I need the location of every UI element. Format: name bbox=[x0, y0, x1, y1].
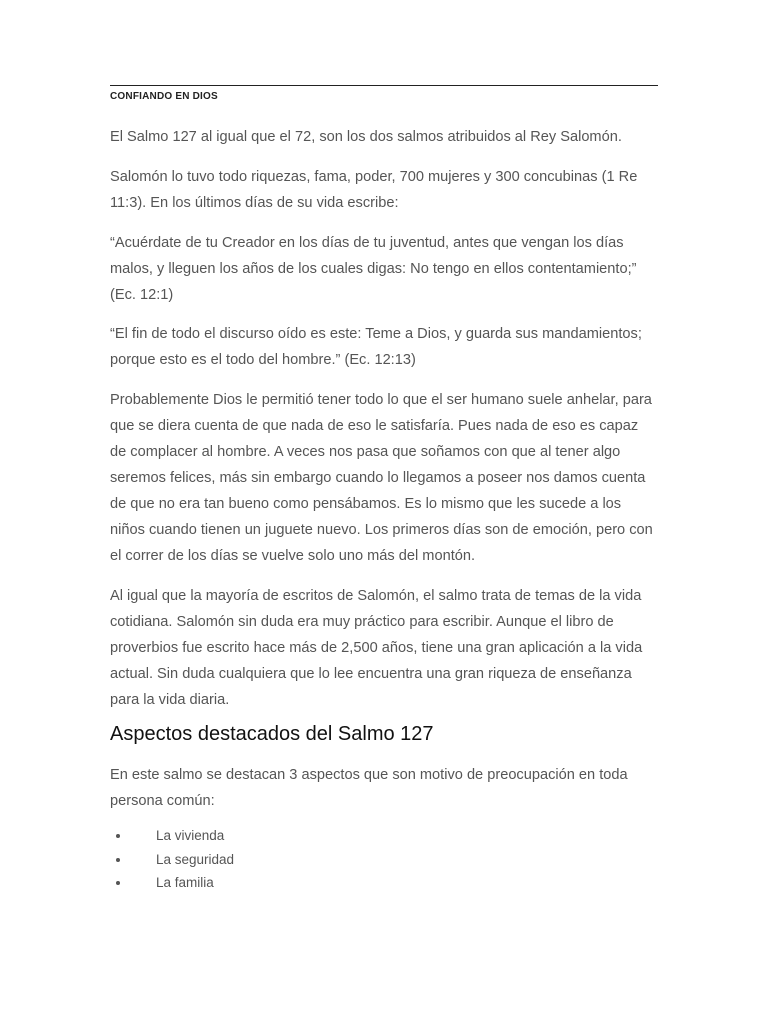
document-page bbox=[110, 85, 658, 895]
section-label: CONFIANDO EN DIOS bbox=[110, 91, 218, 102]
quote-ecclesiastes-12-13: “El fin de todo el discurso oído es este: Teme a Dios, y guarda sus mandamientos; porque esto es el todo del hombre.” (Ec. 12:13) bbox=[110, 326, 642, 368]
paragraph-2: Salomón lo tuvo todo riquezas, fama, poder, 700 mujeres y 300 concubinas (1 Re 11:3). En los últimos días de su vida escribe: bbox=[110, 169, 638, 211]
paragraph-5: Probablemente Dios le permitió tener todo lo que el ser humano suele anhelar, para que se diera cuenta de que nada de eso le satisfaría. Pues nada de eso es capaz de complacer al hombre. A veces nos pasa que soñamos con que al tener algo seremos felices, más sin embargo cuando lo llegamos a poseer nos damos cuenta de que no era tan bueno como pensábamos. Es lo mismo que les sucede a los niños cuando tienen un juguete nuevo. Los primeros días son de emoción, pero con el correr de los días se vuelve solo uno más del montón. bbox=[110, 392, 653, 564]
list-item bbox=[110, 871, 658, 895]
list-item-label: La familia bbox=[156, 875, 214, 890]
list-item bbox=[110, 848, 658, 872]
bullet-icon bbox=[116, 881, 120, 885]
paragraph-6: Al igual que la mayoría de escritos de Salomón, el salmo trata de temas de la vida cotidiana. Salomón sin duda era muy práctico para escribir. Aunque el libro de proverbios fue escrito hace más de 2,500 años, tiene una gran aplicación a la vida actual. Sin duda cualquiera que lo lee encuentra una gran riqueza de enseñanza para la vida diaria. bbox=[110, 588, 643, 708]
top-rule bbox=[110, 85, 658, 86]
bullet-icon bbox=[116, 834, 120, 838]
list-item bbox=[110, 824, 658, 848]
bullet-icon bbox=[116, 858, 120, 862]
section-heading: Aspectos destacados del Salmo 127 bbox=[110, 723, 434, 745]
quote-ecclesiastes-12-1: “Acuérdate de tu Creador en los días de tu juventud, antes que vengan los días malos, y lleguen los años de los cuales digas: No tengo en ellos contentamiento;” (Ec. 12:1) bbox=[110, 235, 637, 303]
intro-paragraph: En este salmo se destacan 3 aspectos que son motivo de preocupación en toda persona común: bbox=[110, 767, 628, 809]
list-item-label: La vivienda bbox=[156, 828, 225, 843]
paragraph-1: El Salmo 127 al igual que el 72, son los dos salmos atribuidos al Rey Salomón. bbox=[110, 129, 622, 145]
aspects-list bbox=[110, 824, 658, 895]
list-item-label: La seguridad bbox=[156, 851, 235, 867]
